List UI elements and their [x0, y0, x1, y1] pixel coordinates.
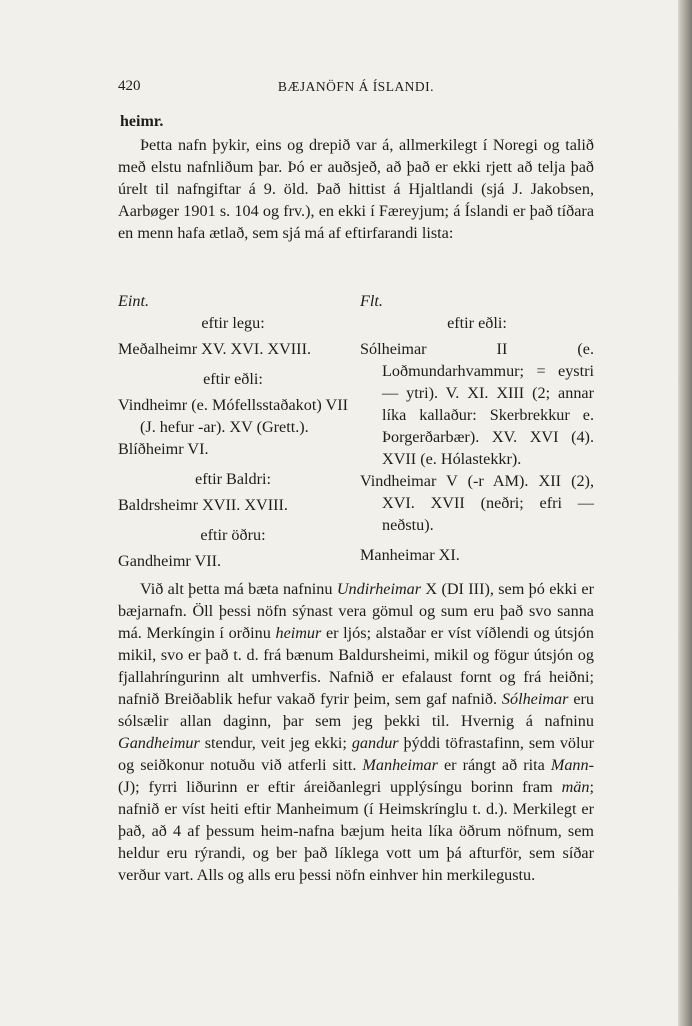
- text-run: Við alt þetta má bæta nafninu: [140, 580, 337, 598]
- running-title: BÆJANÖFN Á ÍSLANDI.: [277, 79, 435, 94]
- list-item: Meðalheimr XV. XVI. XVIII.: [118, 340, 312, 358]
- text-run: eru sólsælir allan daginn, þar sem jeg þekki til. Hvernig á nafninu: [118, 690, 595, 730]
- emphasis: män: [561, 778, 590, 796]
- closing-paragraph: [118, 578, 594, 886]
- left-column-label: Eint.: [118, 292, 150, 310]
- text-run: þýddi töfrastafinn, sem völur og seiðkonur notuðu við atferli sitt.: [118, 734, 594, 774]
- page-header: [118, 78, 594, 100]
- page-edge-shadow: [678, 0, 692, 1026]
- text-run: stendur, veit jeg ekki;: [199, 734, 352, 752]
- left-sub-heading: eftir legu:: [201, 314, 265, 332]
- left-sub-heading: eftir Baldri:: [195, 470, 271, 488]
- list-item: Sólheimar II (e. Loðmundarhvammur; = eystri — ytri). V. XI. XIII (2; annar líka kallaður: Skerbrekkur e. Þorgerðarbær). XV. XVI (4). XVII (e. Hólastekkr).: [360, 340, 594, 468]
- list-item: Baldrsheimr XVII. XVIII.: [118, 496, 288, 514]
- list-item: Vindheimar V (-r AM). XII (2), XVI. XVII (neðri; efri — neðstu).: [360, 472, 594, 534]
- list-item: Vindheimr (e. Mófellsstaðakot) VII (J. hefur -ar). XV (Grett.).: [118, 396, 348, 436]
- text-run: X (DI III), sem þó ekki er bæjarnafn. Öll þessi nöfn sýnast vera gömul og sum eru það svo sanna má. Merkíngin í orðinu: [118, 580, 594, 642]
- page-number: 420: [118, 78, 141, 94]
- left-column: [118, 290, 348, 572]
- text-run: (J); fyrri liðurinn er eftir áreiðanlegri upplýsíngu borinn fram: [118, 778, 562, 796]
- left-sub-heading: eftir öðru:: [200, 526, 266, 544]
- intro-paragraph: [118, 134, 594, 244]
- closing-paragraph-text: [118, 578, 594, 886]
- emphasis: heimur: [275, 624, 322, 642]
- emphasis: Sólheimar: [501, 690, 569, 708]
- text-run: er ljós; alstaðar er víst víðlendi og útsjón mikil, svo er það t. d. frá bænum Baldursheimi, mikil og fögur útsjón og fjallahríngurinn alt umhverfis. Nafnið er efalaust fornt og frá heiðni; nafnið Breiðablik hefur vakað fyrir þeim, sem gaf nafnið.: [118, 624, 594, 708]
- text-run: ; nafnið er víst heiti eftir Manheimum (í Heimskrínglu t. d.). Merkilegt er það, að 4 af þessum heim-nafna bæjum heita líka öðrum nöfnum, sem heldur eru rýrandi, og ber það líklega vott um þá afturför, sem síðar verður vart. Alls og alls eru þessi nöfn einhver hin merkilegustu.: [118, 778, 594, 884]
- emphasis: Mann-: [550, 756, 594, 774]
- emphasis: gandur: [351, 734, 399, 752]
- emphasis: Manheimar: [362, 756, 438, 774]
- list-item: Gandheimr VII.: [118, 552, 222, 570]
- emphasis: Undirheimar: [336, 580, 422, 598]
- text-run: er rángt að rita: [437, 756, 551, 774]
- list-item: Manheimar XI.: [360, 546, 460, 564]
- section-heading: heimr.: [120, 113, 164, 130]
- right-column-label: Flt.: [360, 292, 383, 310]
- left-sub-heading: eftir eðli:: [203, 370, 263, 388]
- right-column: [360, 290, 594, 566]
- right-sub-heading: eftir eðli:: [447, 314, 507, 332]
- list-item: Blíðheimr VI.: [118, 440, 209, 458]
- intro-paragraph-text: Þetta nafn þykir, eins og drepið var á, allmerkilegt í Noregi og talið með elstu nafnliðum þar. Þó er auðsjeð, að það er ekki rjett að telja það úrelt til nafngiftar á 9. öld. Það hittist á Hjaltlandi (sjá J. Jakobsen, Aarbøger 1901 s. 104 og frv.), en ekki í Færeyjum; á Íslandi er það tíðara en menn hafa ætlað, sem sjá má af eftirfarandi lista:: [118, 136, 594, 242]
- emphasis: Gandheimur: [118, 734, 200, 752]
